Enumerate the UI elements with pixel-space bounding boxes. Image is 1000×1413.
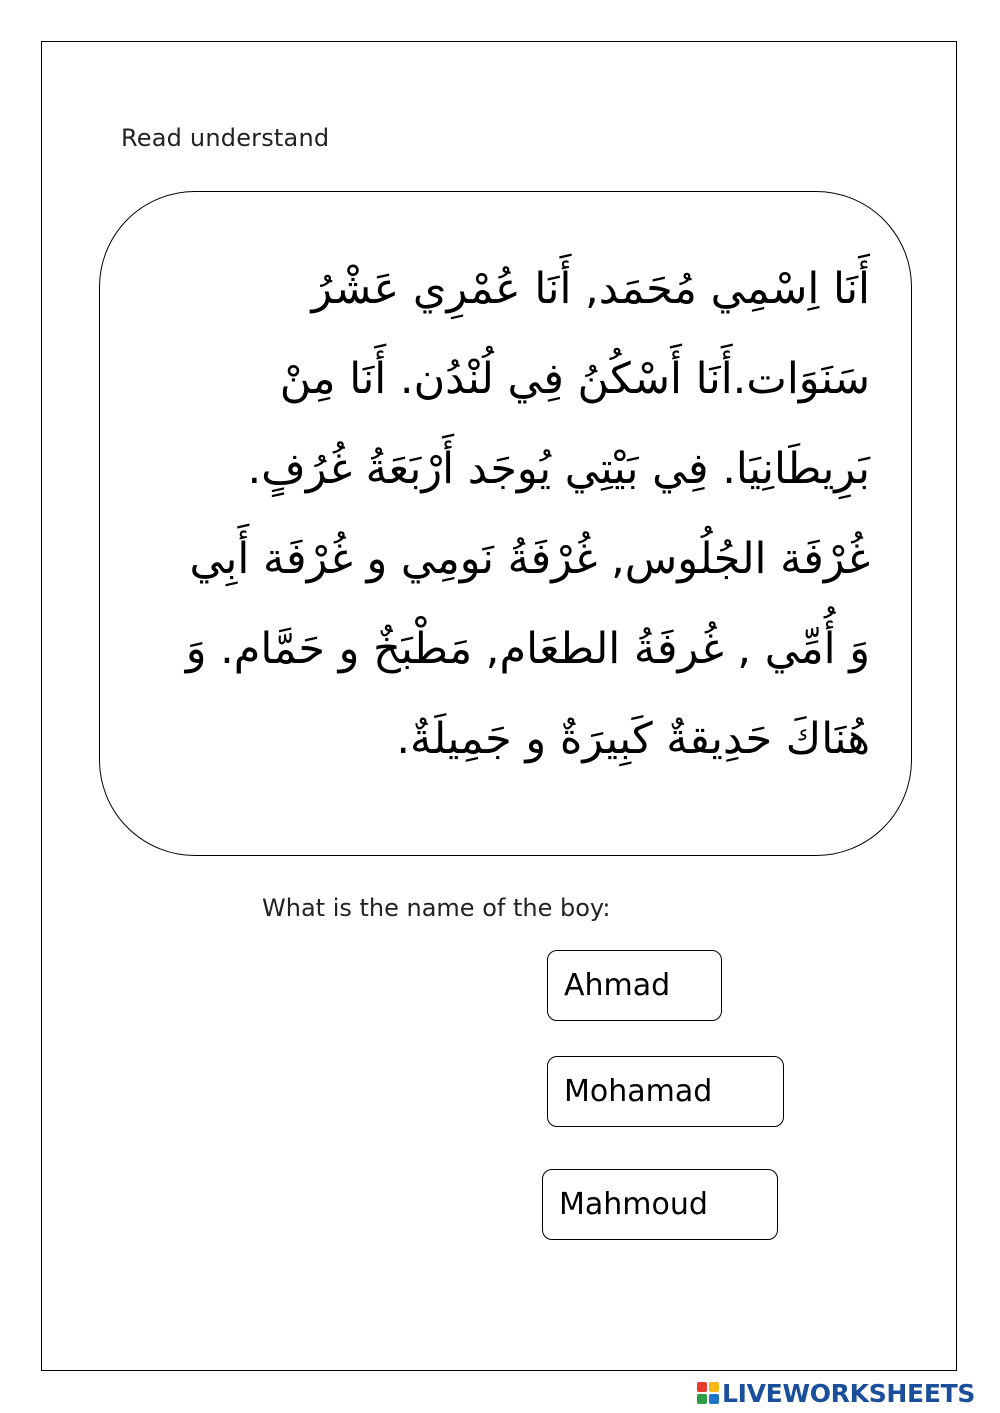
answer-option-mohamad[interactable] (547, 1056, 784, 1127)
liveworksheets-logo-icon (697, 1382, 719, 1404)
passage-line: أَنَا اِسْمِي مُحَمَد, أَنَا عُمْرِي عَشْرُ (311, 264, 870, 314)
logo-square (709, 1394, 719, 1404)
logo-square (697, 1394, 707, 1404)
question-text: What is the name of the boy: (262, 894, 611, 922)
answer-option-label: Ahmad (564, 968, 671, 1003)
logo-square (709, 1382, 719, 1392)
instruction-text: Read understand (121, 124, 330, 152)
passage-line: سَنَوَات.أَنَا أَسْكُنُ فِي لُنْدُن. أَنَا مِنْ (279, 354, 870, 404)
passage-line: بَرِيطَانِيَا. فِي بَيْتِي يُوجَد أَرْبَعَةُ غُرُفٍ. (247, 444, 870, 494)
passage-line: وَ أُمِّي , غُرفَةُ الطعَام, مَطْبَخٌ و حَمَّام. وَ (185, 624, 870, 674)
logo-text: LIVEWORKSHEETS (722, 1378, 976, 1408)
answer-option-label: Mohamad (564, 1074, 713, 1109)
passage-line: غُرْفَة الجُلُوس, غُرْفَةُ نَومِي و غُرْفَة أَبِي (189, 534, 870, 584)
passage-line: هُنَاكَ حَدِيقةٌ كَبِيرَةٌ و جَمِيلَةٌ. (396, 714, 870, 764)
arabic-passage (120, 244, 870, 784)
logo-square (697, 1382, 707, 1392)
answer-option-ahmad[interactable] (547, 950, 722, 1021)
answer-option-label: Mahmoud (559, 1187, 708, 1222)
answer-option-mahmoud[interactable] (542, 1169, 778, 1240)
liveworksheets-logo (697, 1377, 975, 1409)
